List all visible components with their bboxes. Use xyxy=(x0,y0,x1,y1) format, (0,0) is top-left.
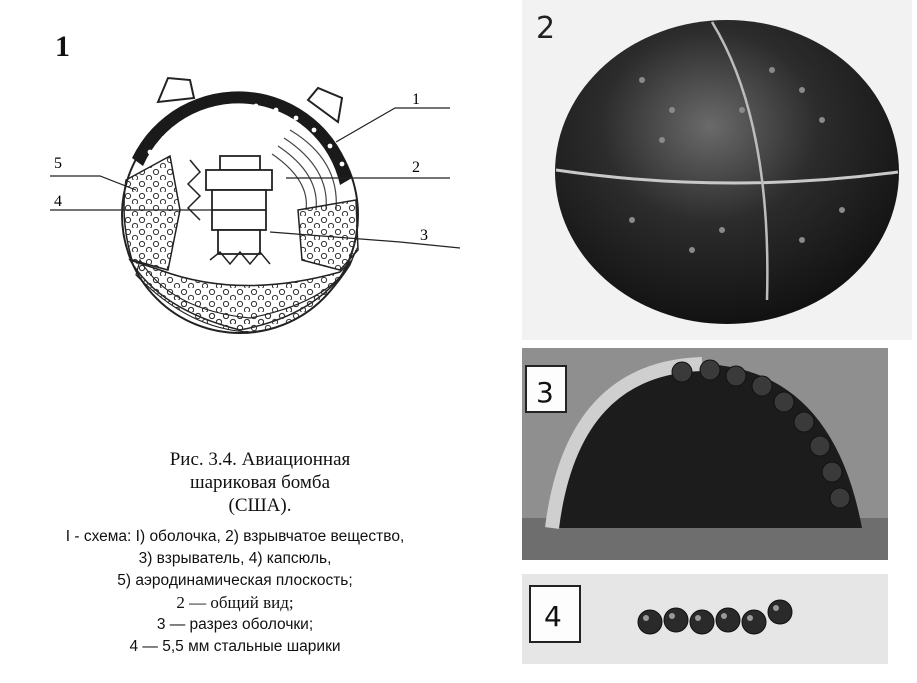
lug-left xyxy=(158,78,194,102)
caption-line-1: Рис. 3.4. Авиационная xyxy=(169,449,351,470)
photo-general-view xyxy=(522,0,912,340)
legend-line-5: 3 — разрез оболочки; xyxy=(156,616,314,633)
panel-4-label: 4 xyxy=(544,600,562,633)
callout-1: 1 xyxy=(412,91,420,108)
panel-2-label: 2 xyxy=(536,11,556,46)
photo-steel-balls xyxy=(522,574,888,664)
caption-line-2: шариковая бомба xyxy=(189,472,331,493)
figure-caption xyxy=(60,448,460,517)
panel-3-label: 3 xyxy=(536,376,554,409)
figure-legend xyxy=(0,526,470,658)
callout-3: 3 xyxy=(420,227,428,244)
callout-5: 5 xyxy=(54,155,62,172)
callout-4: 4 xyxy=(54,193,62,210)
bomb-schematic-diagram xyxy=(40,60,480,350)
legend-line-6: 4 — 5,5 мм стальные шарики xyxy=(129,638,341,655)
legend-line-3: 5) аэродинамическая плоскость; xyxy=(117,572,353,589)
legend-line-2: 3) взрыватель, 4) капсюль, xyxy=(138,550,332,567)
caption-line-3: (США). xyxy=(228,495,292,516)
legend-line-4: 2 — общий вид; xyxy=(176,593,294,612)
lug-right xyxy=(308,88,342,122)
legend-line-1: I - схема: I) оболочка, 2) взрывчатое вещество, xyxy=(65,528,405,545)
photo-shell-section xyxy=(522,348,888,560)
callout-2: 2 xyxy=(412,159,420,176)
bomb-sphere xyxy=(555,20,899,324)
panel-1-label: 1 xyxy=(55,30,70,63)
